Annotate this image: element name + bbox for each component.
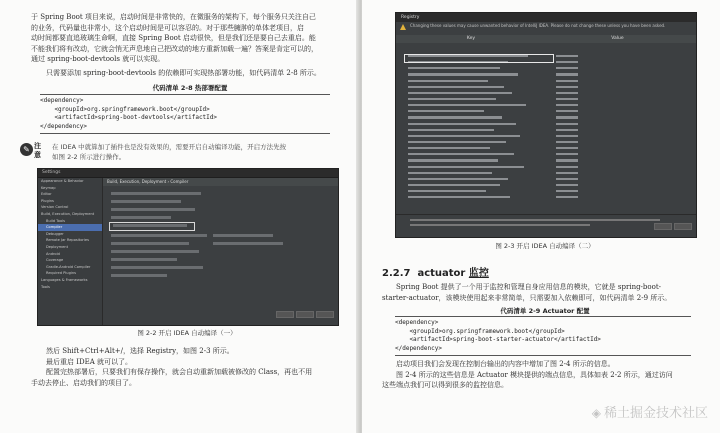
code-line: </dependency> <box>40 122 87 130</box>
setting-line <box>213 242 283 245</box>
registry-rows <box>396 53 696 215</box>
left-para-1 <box>31 12 360 65</box>
code-line: <dependency> <box>395 319 439 326</box>
warning-text: Changing these values may cause unwanted behavior of IntelliJ IDEA. Please do not change these unless you have been asked. <box>410 23 666 28</box>
settings-sidebar-item[interactable]: Appearance & Behavior <box>41 179 84 183</box>
registry-key <box>408 116 502 118</box>
registry-value <box>556 55 578 57</box>
section-title-highlight: 监控 <box>468 268 489 279</box>
registry-key <box>408 135 520 137</box>
code-line: <artifactId>spring-boot-devtools</artifactId> <box>40 114 218 122</box>
registry-key <box>408 184 500 186</box>
registry-footer <box>396 214 696 237</box>
settings-sidebar-item[interactable]: Debugger <box>46 231 64 236</box>
settings-sidebar-item[interactable]: Build Tools <box>46 218 66 223</box>
settings-sidebar-item[interactable]: Deployment <box>46 244 68 249</box>
setting-line <box>111 266 203 269</box>
left-para-2: 只需要添加 spring-boot-devtools 的依赖即可实现热部署功能，如代码清单 2-8 所示。 <box>46 69 321 77</box>
setting-line <box>111 274 167 277</box>
text-line: 在 IDEA 中就算加了插件也是没有效果的，需要开启自动编译功能，开启方法先按 <box>52 143 287 151</box>
description-line <box>410 219 660 221</box>
setting-line <box>111 258 177 261</box>
registry-value <box>556 129 578 131</box>
text-line: 然后 Shift+Ctrl+Alt+/，选择 Registry，如图 2-3 所示。 <box>46 347 234 355</box>
registry-key <box>408 67 500 69</box>
setting-line <box>111 192 201 195</box>
registry-buttons <box>652 215 692 234</box>
code-line: <artifactId>spring-boot-starter-actuator</artifactId> <box>395 336 601 344</box>
ok-button[interactable] <box>276 311 294 318</box>
registry-value <box>556 92 578 94</box>
settings-sidebar-item[interactable]: Languages & Frameworks <box>41 277 88 282</box>
settings-main-panel <box>103 178 338 325</box>
watermark-text: 稀土掘金技术社区 <box>603 406 708 421</box>
setting-line <box>111 208 195 211</box>
registry-value <box>556 73 578 75</box>
text-line: Spring Boot 提供了一个用于监控和管理自身应用信息的模块，它就是 spring-boot- <box>396 283 662 291</box>
registry-value <box>556 110 578 112</box>
text-line: 图 2-4 所示的这些信息是 Actuator 模块提供的端点信息，具体如表 2-2 所示，通过访问 <box>396 370 673 379</box>
warning-icon <box>400 24 406 30</box>
setting-line <box>111 250 199 253</box>
registry-value <box>556 190 578 192</box>
registry-value <box>556 172 578 174</box>
setting-line <box>111 242 189 245</box>
registry-titlebar: Registry <box>396 13 696 22</box>
text-line: 的业务，代码量也非常小，这个启动时间是可以容忍的。对于那些臃肿的单体老项目，启 <box>31 23 304 32</box>
section-heading-2-2-7 <box>382 264 489 279</box>
setting-line <box>113 224 187 227</box>
registry-key <box>408 129 494 131</box>
settings-sidebar-item[interactable]: Build, Execution, Deployment <box>41 211 95 216</box>
code-line: </dependency> <box>395 344 442 352</box>
registry-value <box>556 104 578 106</box>
registry-value <box>556 98 578 100</box>
registry-key <box>408 172 492 174</box>
registry-key <box>408 159 498 161</box>
compiler-automake-selection-highlight <box>404 54 554 63</box>
registry-dialog-screenshot <box>395 12 697 238</box>
registry-value <box>556 86 578 88</box>
text-line: starter-actuator，该模块使用起来非常简单，只需要加入依赖即可，如代码清单 2-9 所示。 <box>382 293 672 302</box>
registry-value <box>556 67 578 69</box>
registry-value <box>556 80 578 82</box>
registry-key <box>408 196 510 198</box>
registry-key <box>408 104 526 106</box>
code-line: <groupId>org.springframework.boot</groupId> <box>395 327 565 335</box>
code-listing-2-9 <box>395 316 691 356</box>
apply-button[interactable] <box>316 311 334 318</box>
settings-breadcrumb: Build, Execution, Deployment › Compiler <box>103 178 338 186</box>
registry-key <box>408 98 496 100</box>
figure-2-2-caption: 图 2-2 开启 IDEA 自动编译（一） <box>137 329 237 337</box>
cancel-button[interactable] <box>296 311 314 318</box>
code-listing-2-8 <box>40 94 330 134</box>
registry-key <box>408 141 506 143</box>
registry-key <box>408 153 514 155</box>
settings-sidebar-item[interactable]: Required Plugins <box>46 271 77 276</box>
registry-table-header <box>396 35 696 43</box>
code-line: <groupId>org.springframework.boot</groupId> <box>40 105 210 113</box>
close-button[interactable] <box>674 223 692 230</box>
settings-sidebar-item[interactable]: Tools <box>41 284 50 289</box>
text-line: 最后重启 IDEA 就可以了。 <box>46 357 132 366</box>
registry-key <box>408 166 524 168</box>
section-number: 2.2.7 <box>382 268 411 279</box>
setting-line <box>111 234 207 237</box>
settings-sidebar-item[interactable]: Compiler <box>38 224 102 231</box>
registry-row[interactable] <box>396 194 696 200</box>
settings-sidebar-item[interactable]: Keymap <box>41 185 56 190</box>
settings-sidebar-item[interactable]: Version Control <box>41 205 69 210</box>
registry-key <box>408 73 518 75</box>
section-title: actuator <box>417 268 466 279</box>
key-column-header[interactable]: Key <box>466 36 476 41</box>
registry-value <box>556 166 578 168</box>
registry-value <box>556 147 578 149</box>
description-line <box>410 224 590 226</box>
juejin-logo-icon: ◈ <box>591 406 601 420</box>
registry-key <box>408 123 516 125</box>
settings-sidebar-item[interactable]: Remote Jar Repositories <box>46 238 89 243</box>
registry-value <box>556 196 578 198</box>
figure-2-3-caption: 图 2-3 开启 IDEA 自动编译（二） <box>495 242 595 250</box>
listing-caption-2-9: 代码清单 2-9 Actuator 配置 <box>500 307 590 315</box>
registry-value <box>556 153 578 155</box>
text-line: 这些端点我们可以得到很多的监控信息。 <box>382 381 508 390</box>
registry-key <box>408 178 508 180</box>
registry-key <box>408 110 484 112</box>
note-label: 注意 <box>34 142 41 159</box>
text-line: 启动项目我们会发现在控制台输出的内容中增加了图 2-4 所示的信息。 <box>396 360 615 368</box>
setting-line <box>213 234 273 237</box>
registry-key <box>408 190 486 192</box>
registry-key <box>408 86 504 88</box>
text-line: 不能我们将有改动，它就会悄无声息地自己把改动的地方重新加载一遍？答案是肯定可以的， <box>31 44 318 53</box>
setting-line <box>111 216 171 219</box>
settings-sidebar-item[interactable]: Editor <box>41 192 52 197</box>
note-text <box>52 142 348 162</box>
text-line: 手动去停止、启动我们的项目了。 <box>31 378 136 387</box>
juejin-watermark <box>592 402 708 421</box>
value-column-header[interactable]: Value <box>611 36 624 41</box>
ide-settings-screenshot <box>37 168 339 326</box>
registry-warning <box>396 22 696 35</box>
settings-buttons <box>274 303 334 322</box>
registry-value <box>556 159 578 161</box>
text-line: 动时间都要直追玻璃生命啊，直接 Spring Boot 启动很快，但是我们还是要自己去重启。能 <box>31 34 316 43</box>
code-line: <dependency> <box>40 97 84 104</box>
right-para-2 <box>382 359 702 391</box>
settings-sidebar-item[interactable]: Android <box>46 251 60 256</box>
left-para-after-figure <box>31 346 360 388</box>
registry-key <box>408 80 488 82</box>
right-para-1 <box>382 282 702 303</box>
listing-caption-2-8: 代码清单 2-8 热部署配置 <box>152 84 228 92</box>
text-line: 如图 2-2 所示进行操作。 <box>52 153 126 161</box>
registry-value <box>556 123 578 125</box>
registry-value <box>556 116 578 118</box>
settings-sidebar-item[interactable]: Plugins <box>41 198 54 203</box>
registry-value <box>556 61 578 63</box>
registry-key <box>408 147 490 149</box>
settings-titlebar: Settings <box>38 169 338 178</box>
text-line: 通过 spring-boot-devtools 就可以实现。 <box>31 55 165 64</box>
setting-line <box>111 200 181 203</box>
note-icon: ✎ <box>20 143 33 156</box>
text-line: 于 Spring Boot 项目来说，启动时间是非常快的，在微服务的架构下，每个服务只关注自己 <box>31 13 316 21</box>
text-line: 配置完热部署后，只要我们有保存操作，就会自动重新加载被修改的 Class，再也不用 <box>46 368 313 377</box>
registry-value <box>556 135 578 137</box>
settings-sidebar-item[interactable]: Coverage <box>46 258 64 263</box>
registry-value <box>556 178 578 180</box>
settings-sidebar <box>38 178 103 325</box>
registry-key <box>408 92 512 94</box>
restore-defaults-button[interactable] <box>654 223 672 230</box>
registry-value <box>556 184 578 186</box>
settings-sidebar-item[interactable]: Gradle-Android Compiler <box>46 264 91 269</box>
registry-value <box>556 141 578 143</box>
